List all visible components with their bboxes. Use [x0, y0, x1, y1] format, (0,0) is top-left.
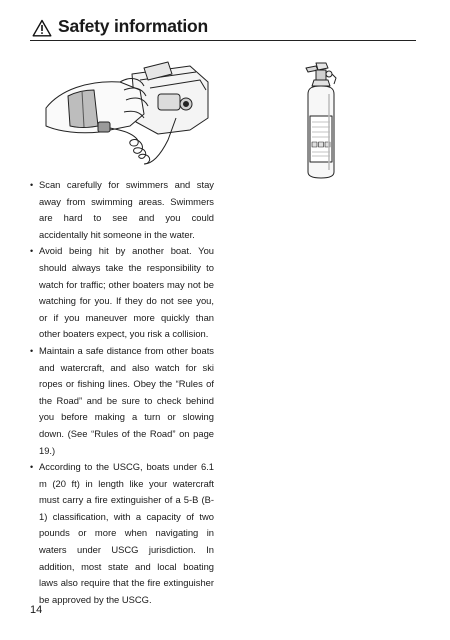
list-item: • According to the USCG, boats under 6.1 m (20 ft) in length like your watercraft must carry a fire extinguisher of a 5-B (B-1) classification, with a capacity of two pounds or more when navigating in waters under USCG jurisdiction. In addition, most state and local boating laws also require that the fire extinguisher be approved by the USCG. [30, 459, 214, 608]
fire-extinguisher-illustration [298, 60, 340, 180]
warning-triangle-icon [32, 19, 52, 37]
list-item: • Scan carefully for swimmers and stay away from swimming areas. Swimmers are hard to see and you could accidentally hit someone in the water. [30, 177, 214, 243]
safety-bullet-list [30, 177, 214, 608]
page-number: 14 [30, 604, 43, 616]
page-header [30, 14, 416, 41]
engine-shut-off-cord-illustration [40, 60, 210, 170]
list-item: • Avoid being hit by another boat. You should always take the responsibility to watch for traffic; other boaters may not be watching for you. If they do not see you, or if you maneuver more quickly than other boaters expect, you risk a collision. [30, 243, 214, 343]
page-title: Safety information [58, 16, 209, 36]
list-item: • Maintain a safe distance from other boats and watercraft, and also watch for ski ropes or fishing lines. Obey the “Rules of the Road” and be sure to check behind you before making a turn or slowing down. (See “Rules of the Road” on page 19.) [30, 343, 214, 459]
